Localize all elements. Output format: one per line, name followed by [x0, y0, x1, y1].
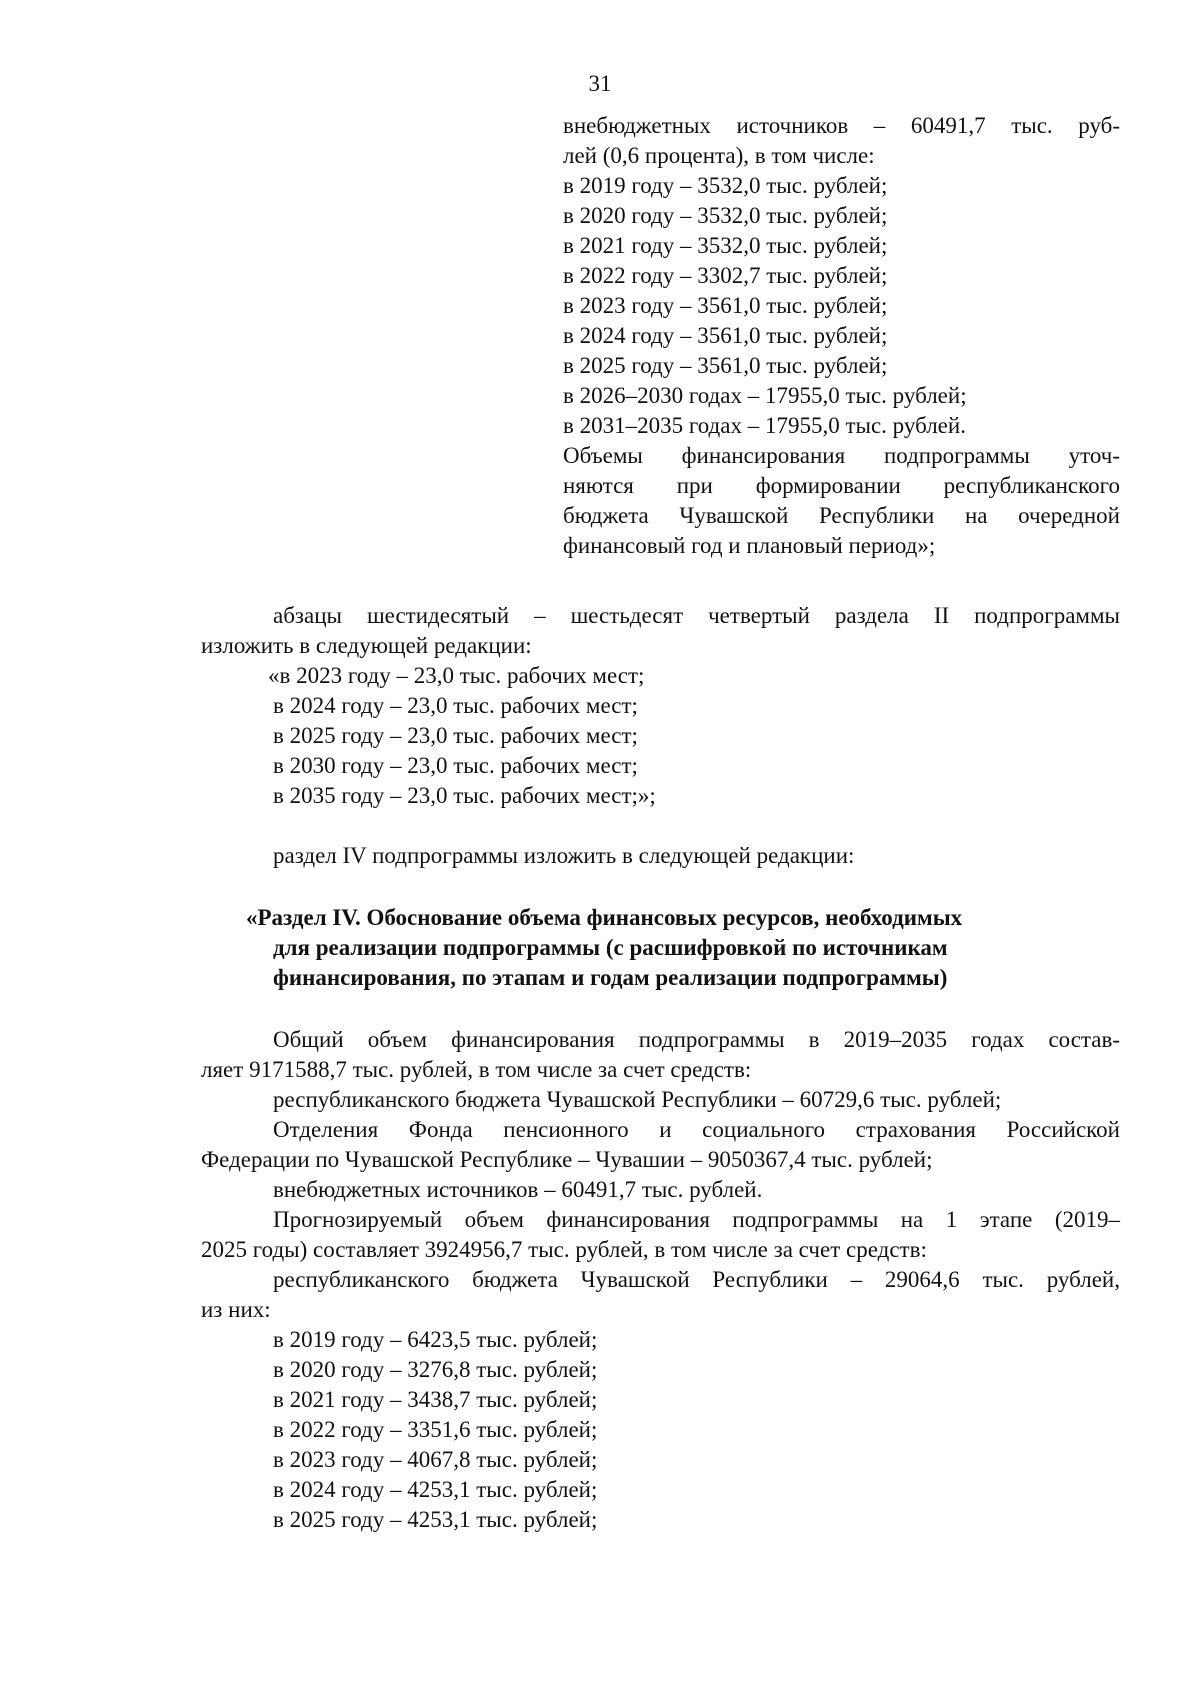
top-block-line: в 2025 году – 3561,0 тыс. рублей;	[563, 353, 888, 378]
paragraph-line: абзацы шестидесятый – шестьдесят четвертый раздела II подпрограммы	[273, 603, 1120, 628]
paragraph-line: изложить в следующей редакции:	[201, 633, 532, 658]
paragraph-line: в 2024 году – 23,0 тыс. рабочих мест;	[273, 693, 638, 718]
top-block-line: лей (0,6 процента), в том числе:	[563, 143, 875, 168]
body-line: в 2025 году – 4253,1 тыс. рублей;	[273, 1507, 598, 1532]
top-block-line: в 2031–2035 годах – 17955,0 тыс. рублей.	[563, 413, 966, 438]
body-line: из них:	[201, 1297, 271, 1322]
section-heading-line: финансирования, по этапам и годам реализации подпрограммы)	[273, 965, 948, 990]
body-line: внебюджетных источников – 60491,7 тыс. рублей.	[273, 1177, 763, 1202]
section-heading-line: для реализации подпрограммы (с расшифровкой по источникам	[273, 935, 948, 960]
body-line: Отделения Фонда пенсионного и социального страхования Российской	[273, 1117, 1120, 1142]
paragraph-line: раздел IV подпрограммы изложить в следующей редакции:	[273, 843, 855, 868]
body-line: в 2022 году – 3351,6 тыс. рублей;	[273, 1417, 598, 1442]
paragraph-line: в 2025 году – 23,0 тыс. рабочих мест;	[273, 723, 638, 748]
body-line: 2025 годы) составляет 3924956,7 тыс. рублей, в том числе за счет средств:	[201, 1237, 927, 1262]
body-line: республиканского бюджета Чувашской Республики – 60729,6 тыс. рублей;	[273, 1087, 1002, 1112]
top-block-line: в 2026–2030 годах – 17955,0 тыс. рублей;	[563, 383, 967, 408]
top-block-line: в 2019 году – 3532,0 тыс. рублей;	[563, 173, 888, 198]
paragraph-line: «в 2023 году – 23,0 тыс. рабочих мест;	[268, 663, 645, 688]
page-number: 31	[588, 71, 612, 96]
body-line: Прогнозируемый объем финансирования подпрограммы на 1 этапе (2019–	[273, 1207, 1120, 1232]
body-line: в 2019 году – 6423,5 тыс. рублей;	[273, 1327, 598, 1352]
top-block-line: в 2022 году – 3302,7 тыс. рублей;	[563, 263, 888, 288]
body-line: ляет 9171588,7 тыс. рублей, в том числе за счет средств:	[201, 1057, 752, 1082]
top-block-line: в 2023 году – 3561,0 тыс. рублей;	[563, 293, 888, 318]
top-block-line: в 2021 году – 3532,0 тыс. рублей;	[563, 233, 888, 258]
top-block-line: финансовый год и плановый период»;	[563, 533, 936, 558]
paragraph-line: в 2035 году – 23,0 тыс. рабочих мест;»;	[273, 783, 656, 808]
top-block-line: бюджета Чувашской Республики на очередной	[563, 503, 1120, 528]
body-line: в 2023 году – 4067,8 тыс. рублей;	[273, 1447, 598, 1472]
body-line: Федерации по Чувашской Республике – Чувашии – 9050367,4 тыс. рублей;	[201, 1147, 933, 1172]
top-block-line: няются при формировании республиканского	[563, 473, 1120, 498]
top-block-line: Объемы финансирования подпрограммы уточ-	[563, 443, 1120, 468]
section-heading-line: «Раздел IV. Обоснование объема финансовых ресурсов, необходимых	[246, 905, 963, 930]
body-line: в 2020 году – 3276,8 тыс. рублей;	[273, 1357, 598, 1382]
top-block-line: в 2020 году – 3532,0 тыс. рублей;	[563, 203, 888, 228]
top-block-line: в 2024 году – 3561,0 тыс. рублей;	[563, 323, 888, 348]
body-line: в 2021 году – 3438,7 тыс. рублей;	[273, 1387, 598, 1412]
body-line: в 2024 году – 4253,1 тыс. рублей;	[273, 1477, 598, 1502]
body-line: Общий объем финансирования подпрограммы в 2019–2035 годах состав-	[273, 1027, 1120, 1052]
body-line: республиканского бюджета Чувашской Республики – 29064,6 тыс. рублей,	[273, 1267, 1120, 1292]
paragraph-line: в 2030 году – 23,0 тыс. рабочих мест;	[273, 753, 638, 778]
top-block-line: внебюджетных источников – 60491,7 тыс. руб-	[563, 113, 1120, 138]
